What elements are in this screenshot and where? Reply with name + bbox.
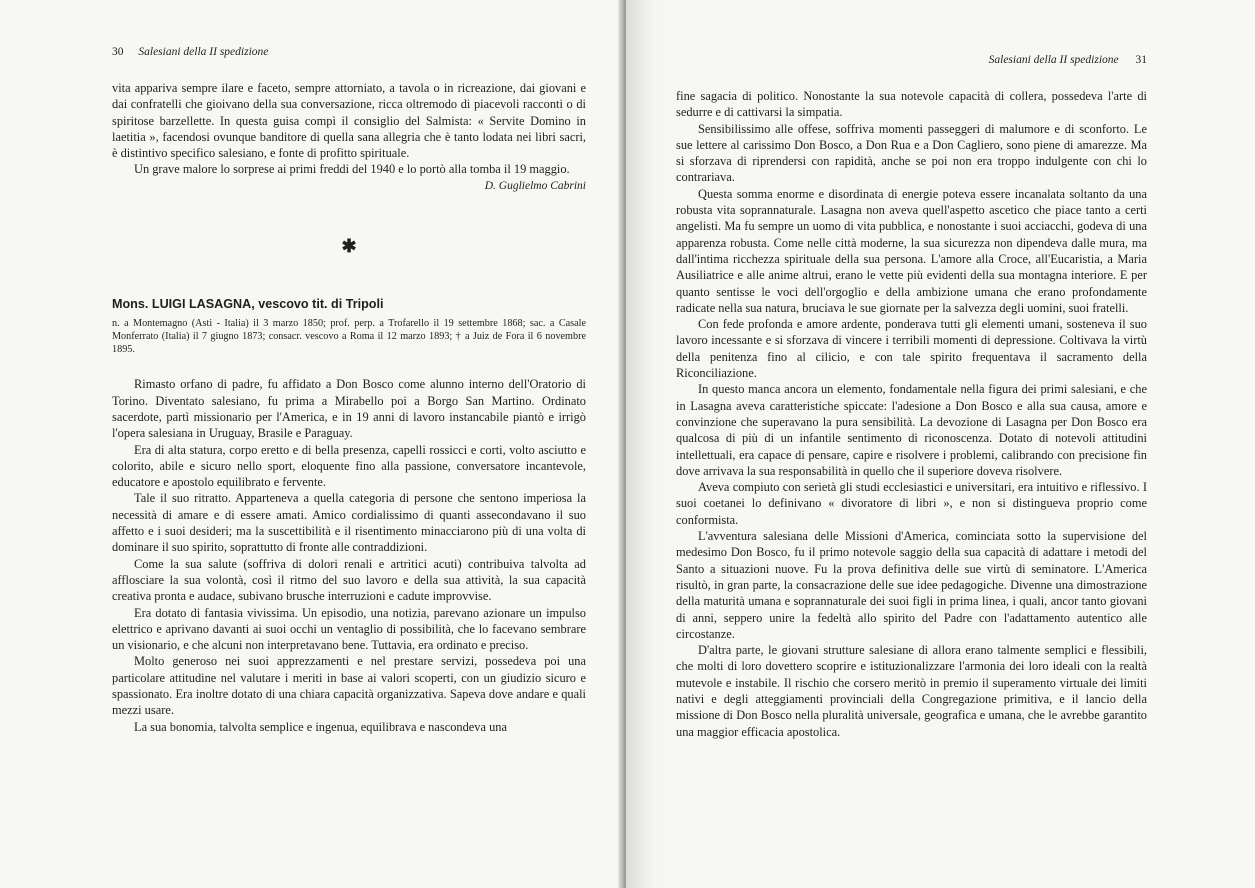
right-page-number: 31 [1135,54,1147,66]
paragraph: Con fede profonda e amore ardente, ponderava tutti gli elementi umani, sosteneva il suo lavoro incessante e si sforzava di vincere i terribili momenti di depressione. Coltivava la virtù della penitenza fino al cilicio, e con tale spirito frequentava il sacramento della Riconciliazione. [676,317,1147,381]
biographical-note: n. a Montemagno (Asti - Italia) il 3 marzo 1850; prof. perp. a Trofarello il 19 settembre 1868; sac. a Casale Monferrato (Italia) il 7 giugno 1873; consacr. vescovo a Roma il 12 marzo 1893; † a Juiz de Fora il 6 novembre 1895. [112,317,586,356]
left-intro-text [112,80,586,178]
left-page [0,0,624,888]
paragraph: Come la sua salute (soffriva di dolori renali e artritici acuti) contribuiva talvolta ad afflosciare la sua volontà, così il ritmo del suo lavoro e della sua attività, la sua capacità creativa pronta e audace, subivano brusche interruzioni e cadute improvvise. [112,556,586,604]
left-page-number: 30 [112,46,124,58]
right-page [626,0,1255,888]
paragraph: vita appariva sempre ilare e faceto, sempre attorniato, a tavola o in ricreazione, dai giovani e dai confratelli che gioivano della sua conversazione, ricca oltremodo di piacevoli racconti o di spiritose barzellette. In questa guisa compì il consiglio del Salmista: « Servite Domino in laetitia », facendosi ovunque banditore di quella sana allegria che è tanto lodata nei libri sacri, è distintivo specifico salesiano, e fonte di profitto spirituale. [112,81,586,161]
paragraph: Rimasto orfano di padre, fu affidato a Don Bosco come alunno interno dell'Oratorio di Torino. Diventato salesiano, fu prima a Mirabello poi a Borgo San Martino. Ordinato sacerdote, partì missionario per l'America, e in 19 anni di lavoro instancabile piantò e irrigò l'opera salesiana in Uruguay, Brasile e Paraguay. [112,377,586,441]
left-running-head [112,46,586,62]
paragraph: L'avventura salesiana delle Missioni d'America, cominciata sotto la supervisione del medesimo Don Bosco, fu il primo notevole saggio della sua capacità di adattare i metodi del Santo a situazioni nuove. Fu la prova definitiva delle sue virtù di seminatore. L'America risultò, in gran parte, la consacrazione delle sue idee pedagogiche. Divenne una dimostrazione della maturità umana e soprannaturale dei suoi figli in prima linea, i quali, ancor tanto giovani di anni, seppero unire la fedeltà allo spirito del Padre con l'adattamento autentico alle circostanze. [676,529,1147,641]
paragraph: Un grave malore lo sorprese ai primi freddi del 1940 e lo portò alla tomba il 19 maggio. [134,162,570,177]
left-body-text [112,376,586,735]
paragraph: D'altra parte, le giovani strutture salesiane di allora erano talmente semplici e flessibili, che molti di loro dovettero scoprire e istituzionalizzare l'armonia dei loro ideali con la realtà mutevole e instabile. Il rischio che corsero meritò in premio il superamento virtuale dei limiti nativi e degli atteggiamenti provinciali della Congregazione primitiva, e il lancio della missione di Don Bosco nella pluralità universale, geografica e umana, che le avrebbe garantito una maggior efficacia apostolica. [676,643,1147,739]
section-title: Mons. LUIGI LASAGNA, vescovo tit. di Tripoli [112,296,384,311]
paragraph: Molto generoso nei suoi apprezzamenti e nel prestare servizi, possedeva poi una particolare attitudine nel valutare i meriti in base ai valori scoperti, con un giudizio sicuro e spassionato. Era inoltre dotato di una chiara capacità organizzativa. Sapeva dove andare e quali mezzi usare. [112,654,586,718]
paragraph: fine sagacia di politico. Nonostante la sua notevole capacità di collera, possedeva l'arte di sedurre e di cattivarsi la simpatia. [676,89,1147,120]
paragraph: La sua bonomia, talvolta semplice e ingenua, equilibrava e nascondeva una [134,719,507,734]
right-running-head [676,54,1147,70]
right-body-text [676,88,1147,740]
left-running-title: Salesiani della II spedizione [138,46,269,58]
paragraph: Tale il suo ritratto. Apparteneva a quella categoria di persone che sentono imperiosa la necessità di amare e di essere amati. Amico cordialissimo di quanti assecondavano il suo affetto e i suoi desideri; ma la suscettibilità e il risentimento minacciarono più di una volta di dominare il suo spirito, soprattutto di fronte alle contraddizioni. [112,491,586,555]
paragraph: Aveva compiuto con serietà gli studi ecclesiastici e universitari, era intuitivo e riflessivo. I suoi coetanei lo definivano « divoratore di libri », e non si distingueva proprio come conformista. [676,480,1147,527]
paragraph: Sensibilissimo alle offese, soffriva momenti passeggeri di malumore e di sconforto. Le sue lettere al carissimo Don Bosco, a Don Rua e a Don Cagliero, sono piene di amarezze. Ma si sforzava di riprendersi con rapidità, anche se poi non era troppo indulgente con chi lo contrariava. [676,121,1147,185]
paragraph: Questa somma enorme e disordinata di energie poteva essere incanalata soltanto da una robusta vita soprannaturale. Lasagna non aveva quell'aspetto ascetico che piace tanto a certi angelisti. Ma fu sempre un uomo di vita pubblica, e nonostante i suoi acciacchi, godeva di una apparenza robusta. Come nelle città moderne, la sua sicurezza non dipendeva dalle mura, ma dall'intima ricchezza spirituale della sua persona. L'amore alla Croce, all'Eucaristia, a Maria Ausiliatrice e alle anime altrui, erano le vette più evidenti della sua montagna interiore. E per quanto sentisse le voci dell'orgoglio e della ambizione umana che erano profondamente radicate nella sua natura, bruciava le sue giornate per la salvezza degli uomini, suoi fratelli. [676,186,1147,315]
author-signature: D. Guglielmo Cabrini [484,179,586,192]
paragraph: Era di alta statura, corpo eretto e di bella presenza, capelli rossicci e corti, volto asciutto e colorito, abile e sicuro nello sport, eloquente fino alla passione, conversatore incantevole, educatore e apostolo equilibrato e fervente. [112,442,586,490]
paragraph: Era dotato di fantasia vivissima. Un episodio, una notizia, parevano azionare un impulso elettrico e aprivano davanti ai suoi occhi un ventaglio di possibilità, che lo facevano sembrare un visionario, e che alcuni non interpretavano bene. Tuttavia, era ordinato e preciso. [112,605,586,653]
paragraph: In questo manca ancora un elemento, fondamentale nella figura dei primi salesiani, e che in Lasagna aveva caratteristiche spiccate: l'adesione a Don Bosco e alla sua causa, amore e convinzione che superavano la pura sensibilità. La devozione di Lasagna per Don Bosco era qualcosa di più di un infantile sentimento di riconoscenza. Dotato di notevoli attitudini intellettuali, era capace di pensare, capire e risolvere i problemi, calibrando con precisione fin dove arrivava la sua responsabilità in quello che il superiore doveva risolvere. [676,382,1147,478]
right-running-title: Salesiani della II spedizione [988,54,1119,66]
asterisk-separator-icon: ✱ [341,235,357,256]
